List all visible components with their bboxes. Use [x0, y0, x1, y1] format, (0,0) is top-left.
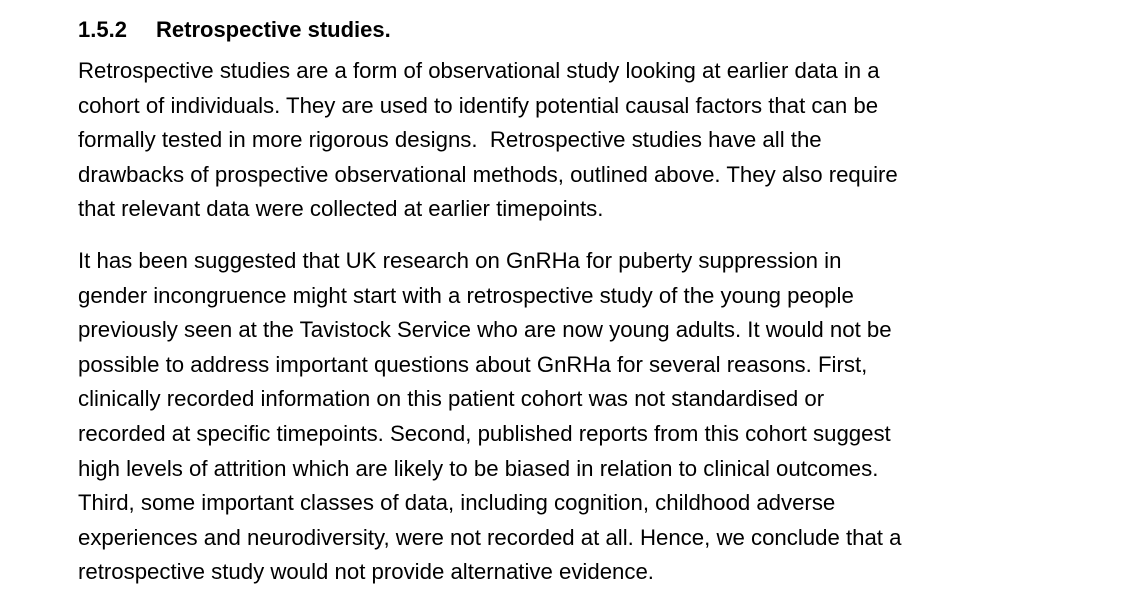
paragraph-line: cohort of individuals. They are used to identify potential causal factors that can be: [78, 92, 879, 118]
paragraph-line: drawbacks of prospective observational methods, outlined above. They also require: [78, 161, 898, 187]
paragraph-2: [78, 244, 1118, 590]
section-title: Retrospective studies.: [156, 17, 391, 42]
paragraph-line: clinically recorded information on this patient cohort was not standardised or: [78, 386, 825, 412]
paragraph-line: previously seen at the Tavistock Service who are now young adults. It would not be: [78, 317, 892, 343]
paragraph-line: It has been suggested that UK research on GnRHa for puberty suppression in: [78, 247, 842, 273]
paragraph-line: high levels of attrition which are likely to be biased in relation to clinical outcomes.: [78, 455, 879, 481]
paragraph-line: Retrospective studies are a form of observational study looking at earlier data in a: [78, 58, 880, 83]
paragraph-line: that relevant data were collected at earlier timepoints.: [78, 196, 604, 222]
paragraph-line: retrospective study would not provide alternative evidence.: [78, 559, 654, 585]
paragraph-line: formally tested in more rigorous designs. Retrospective studies have all the: [78, 127, 822, 153]
section-number: 1.5.2: [78, 17, 127, 42]
paragraph-line: experiences and neurodiversity, were not recorded at all. Hence, we conclude that a: [78, 524, 902, 550]
paragraph-line: possible to address important questions about GnRHa for several reasons. First,: [78, 351, 868, 377]
paragraph-line: gender incongruence might start with a retrospective study of the young people: [78, 282, 854, 308]
paragraph-line: recorded at specific timepoints. Second, published reports from this cohort suggest: [78, 420, 891, 446]
paragraph-1: [78, 54, 1118, 227]
paragraph-line: Third, some important classes of data, including cognition, childhood adverse: [78, 490, 836, 516]
section-heading: [78, 14, 1118, 46]
document-page: [78, 14, 1118, 607]
